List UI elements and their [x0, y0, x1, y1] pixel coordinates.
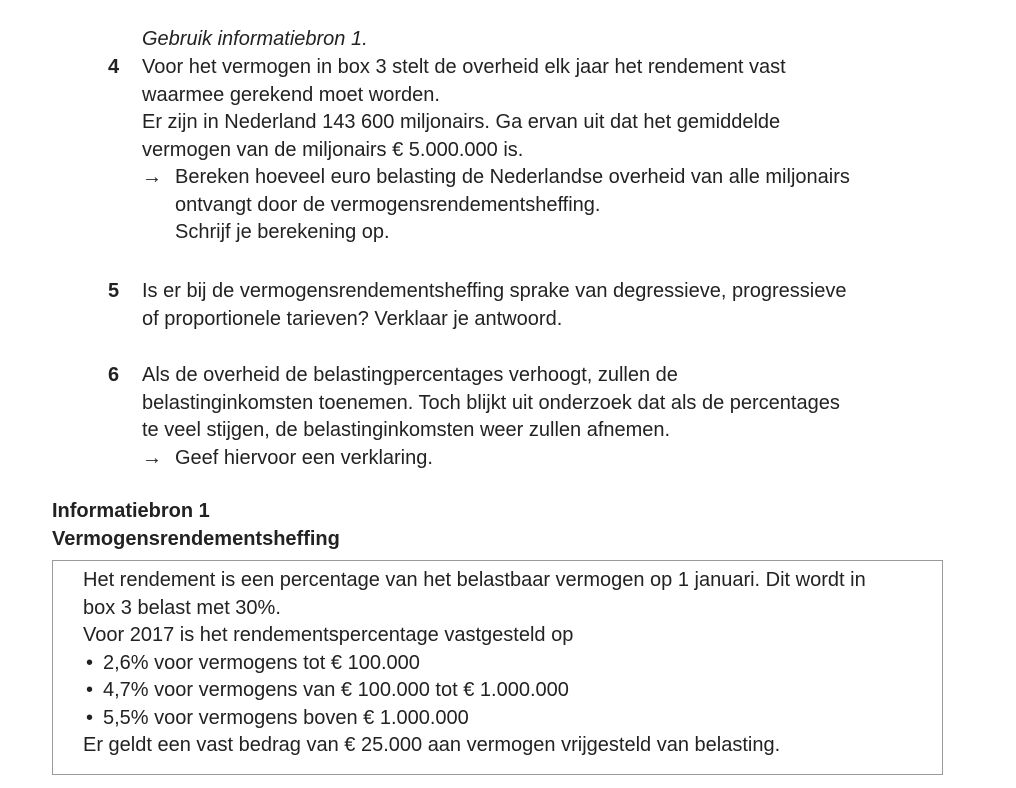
question-line: Als de overheid de belastingpercentages verhoogt, zullen de [142, 364, 678, 386]
source-line: Het rendement is een percentage van het belastbaar vermogen op 1 januari. Dit wordt in [83, 569, 866, 591]
question-6 [108, 362, 968, 472]
question-line: Voor het vermogen in box 3 stelt de overheid elk jaar het rendement vast [142, 56, 786, 78]
question-number: 4 [108, 56, 120, 78]
question-number: 5 [108, 280, 120, 302]
task-line [142, 219, 968, 247]
bullet-icon: • [86, 679, 94, 701]
arrow-icon: → [142, 446, 162, 469]
question-line: Is er bij de vermogensrendementsheffing sprake van degressieve, progressieve [142, 280, 847, 302]
question-line: waarmee gerekend moet worden. [142, 83, 440, 106]
source-footer: Er geldt een vast bedrag van € 25.000 aan vermogen vrijgesteld van belasting. [83, 734, 781, 756]
bullet-item [83, 705, 933, 733]
bullet-text: 5,5% voor vermogens boven € 1.000.000 [103, 706, 469, 729]
task-text: ontvangt door de vermogensrendementsheffing. [175, 193, 601, 216]
task-text: Bereken hoeveel euro belasting de Nederlandse overheid van alle miljonairs [175, 166, 850, 188]
task-line [142, 445, 968, 473]
source-line: box 3 belast met 30%. [83, 596, 281, 619]
task-line [142, 164, 968, 192]
question-line: te veel stijgen, de belastinginkomsten weer zullen afnemen. [142, 419, 671, 441]
question-line: Er zijn in Nederland 143 600 miljonairs. Ga ervan uit dat het gemiddelde [142, 111, 781, 133]
bullet-item [83, 650, 933, 678]
bullet-icon: • [86, 706, 94, 729]
bullet-text: 4,7% voor vermogens van € 100.000 tot € 1.000.000 [103, 679, 569, 701]
source-title: Informatiebron 1 [52, 500, 210, 522]
source-box [52, 560, 943, 775]
question-number: 6 [108, 364, 120, 386]
task-text: Geef hiervoor een verklaring. [175, 446, 433, 469]
question-line: vermogen van de miljonairs € 5.000.000 is. [142, 138, 524, 161]
bullet-icon: • [86, 651, 94, 674]
task-line [142, 192, 968, 220]
question-line: belastinginkomsten toenemen. Toch blijkt uit onderzoek dat als de percentages [142, 391, 840, 414]
source-subtitle: Vermogensrendementsheffing [52, 528, 340, 550]
question-4 [108, 54, 968, 247]
arrow-icon: → [142, 166, 162, 188]
source-line: Voor 2017 is het rendementspercentage vastgesteld op [83, 624, 574, 646]
bullet-text: 2,6% voor vermogens tot € 100.000 [103, 651, 420, 674]
question-5 [108, 278, 968, 333]
bullet-item [83, 677, 933, 705]
question-line: of proportionele tarieven? Verklaar je antwoord. [142, 307, 563, 330]
task-text: Schrijf je berekening op. [175, 221, 390, 243]
intro-instruction: Gebruik informatiebron 1. [142, 28, 368, 50]
